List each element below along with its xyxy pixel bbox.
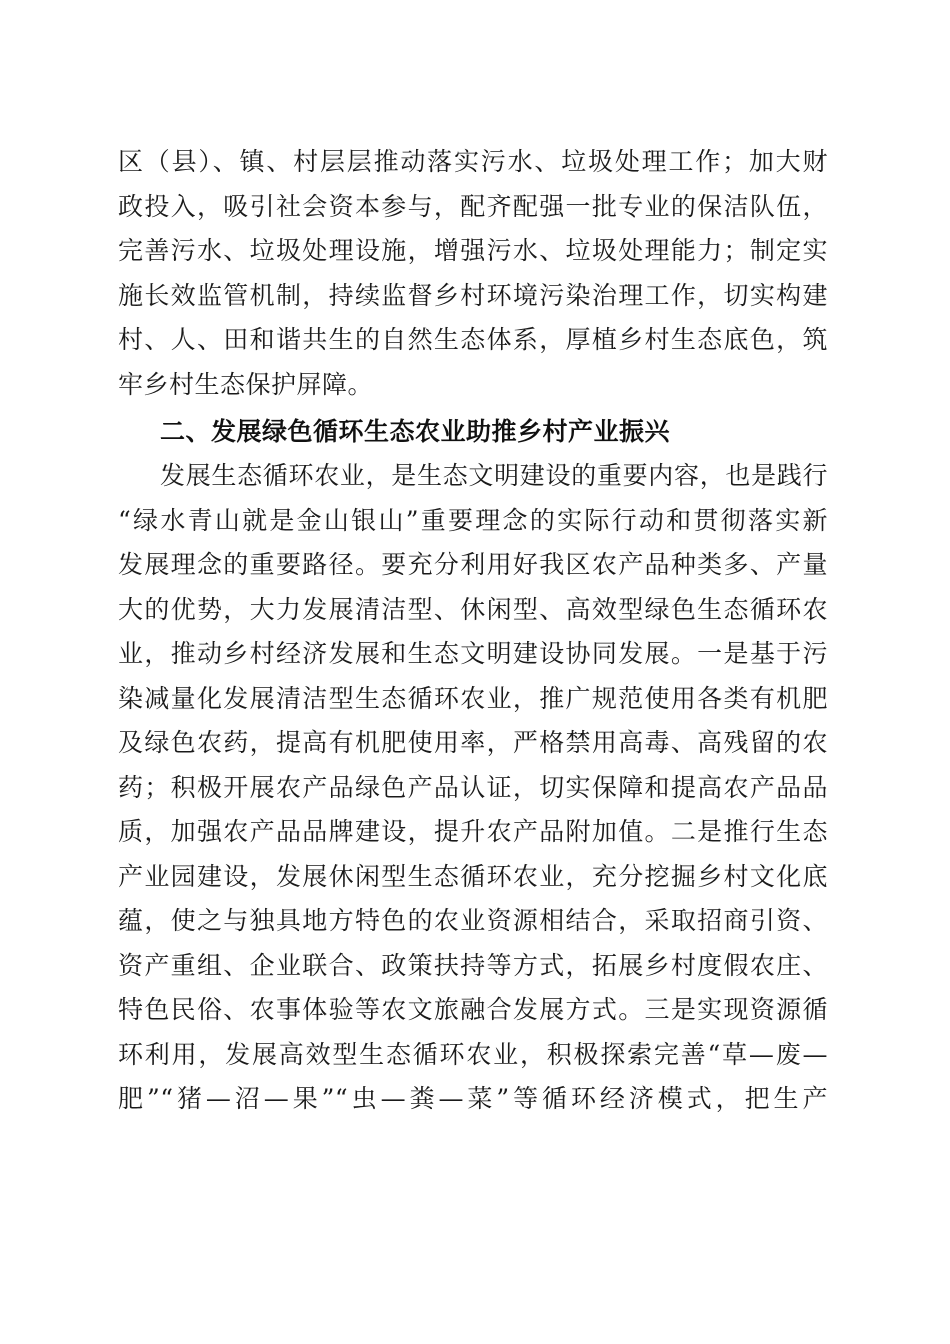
paragraph2-line: 质，加强农产品品牌建设，提升农产品附加值。二是推行生态 xyxy=(118,817,828,846)
section-heading: 二、发展绿色循环生态农业助推乡村产业振兴 xyxy=(160,417,671,446)
paragraph2-line: 环利用，发展高效型生态循环农业，积极探索完善“草—废— xyxy=(118,1040,828,1069)
paragraph2-line: 蕴，使之与独具地方特色的农业资源相结合，采取招商引资、 xyxy=(118,906,828,935)
paragraph1-line: 区（县）、镇、村层层推动落实污水、垃圾处理工作；加大财 xyxy=(118,147,828,176)
paragraph2-line: 发展生态循环农业，是生态文明建设的重要内容，也是践行 xyxy=(160,461,828,490)
paragraph2-line: 大的优势，大力发展清洁型、休闲型、高效型绿色生态循环农 xyxy=(118,595,828,624)
paragraph1-line: 政投入，吸引社会资本参与，配齐配强一批专业的保洁队伍， xyxy=(118,192,828,221)
paragraph2-line: 药；积极开展农产品绿色产品认证，切实保障和提高农产品品 xyxy=(118,773,828,802)
paragraph2-line: 特色民俗、农事体验等农文旅融合发展方式。三是实现资源循 xyxy=(118,995,828,1024)
paragraph2-line: 产业园建设，发展休闲型生态循环农业，充分挖掘乡村文化底 xyxy=(118,862,828,891)
paragraph2-line: 肥”“猪—沼—果”“虫—粪—菜”等循环经济模式，把生产 xyxy=(118,1084,828,1113)
paragraph2-line: “绿水青山就是金山银山”重要理念的实际行动和贯彻落实新 xyxy=(118,506,828,535)
paragraph2-line: 染减量化发展清洁型生态循环农业，推广规范使用各类有机肥 xyxy=(118,684,828,713)
paragraph1-line: 完善污水、垃圾处理设施，增强污水、垃圾处理能力；制定实 xyxy=(118,236,828,265)
paragraph2-line: 及绿色农药，提高有机肥使用率，严格禁用高毒、高残留的农 xyxy=(118,728,828,757)
paragraph1-line: 村、人、田和谐共生的自然生态体系，厚植乡村生态底色，筑 xyxy=(118,325,828,354)
paragraph1-line: 施长效监管机制，持续监督乡村环境污染治理工作，切实构建 xyxy=(118,281,828,310)
paragraph2-line: 资产重组、企业联合、政策扶持等方式，拓展乡村度假农庄、 xyxy=(118,951,828,980)
paragraph2-line: 发展理念的重要路径。要充分利用好我区农产品种类多、产量 xyxy=(118,550,828,579)
paragraph2-line: 业，推动乡村经济发展和生态文明建设协同发展。一是基于污 xyxy=(118,639,828,668)
paragraph1-line: 牢乡村生态保护屏障。 xyxy=(118,370,374,399)
